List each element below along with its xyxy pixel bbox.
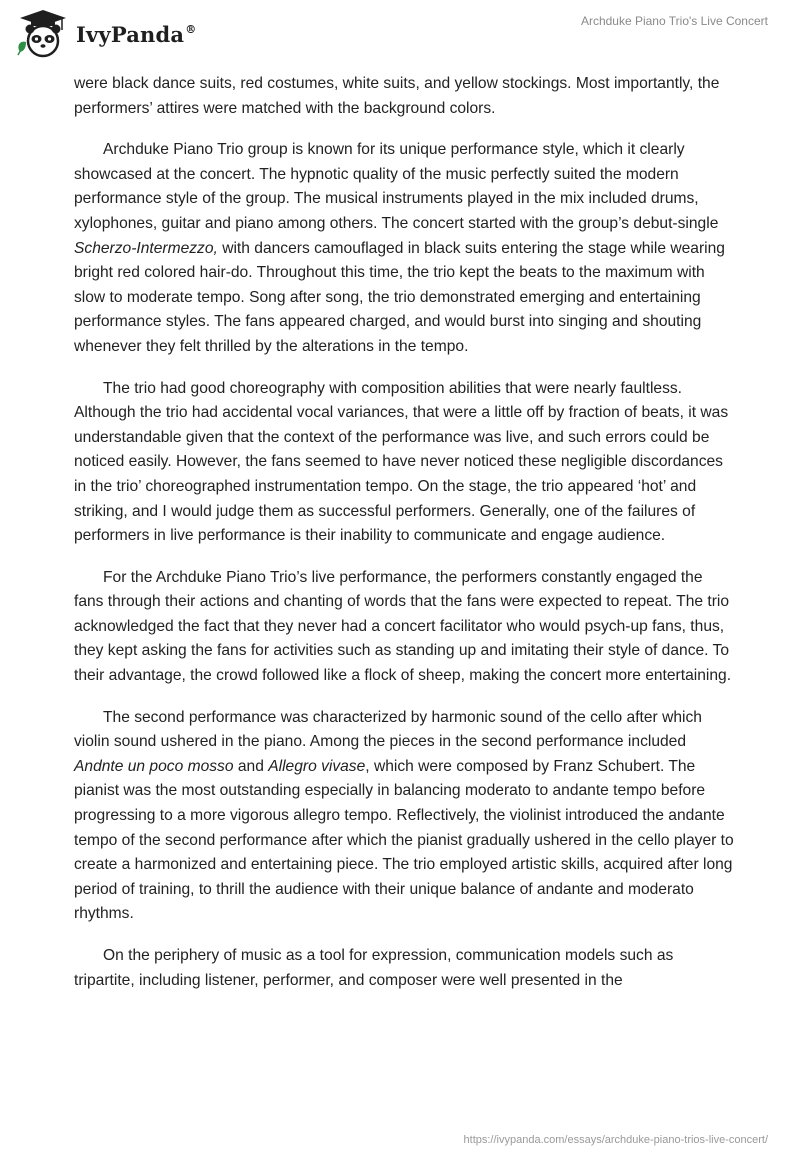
essay-paragraph — [74, 72, 734, 121]
essay-body — [74, 72, 734, 1010]
italic-title: Scherzo-Intermezzo, — [74, 239, 218, 257]
paragraph-text: The trio had good choreography with composition abilities that were nearly faultless. Although the trio had accidental vocal variances, that were a little off by fraction of beats, it was understandable given that the context of the performance was live, and such errors could be noticed easily. However, the fans seemed to have never noticed these negligible discordances in the trio’ choreographed instrumentation tempo. On the stage, the trio appeared ‘hot’ and striking, and I would judge them as successful performers. Generally, one of the failures of performers in live performance is their inability to communicate and engage audience. — [74, 379, 729, 545]
paragraph-text: , which were composed by Franz Schubert. The pianist was the most outstanding especially in balancing moderato to andante tempo before progressing to a more vigorous allegro tempo. Reflectively, the violinist introduced the andante tempo of the second performance after which the pianist gradually ushered in the cello player to create a harmonized and entertaining piece. The trio employed artistic skills, acquired after long period of training, to thrill the audience with their unique balance of andante and moderato rhythms. — [74, 757, 734, 923]
brand-name: IvyPanda® — [76, 21, 197, 47]
paragraph-text: and — [233, 757, 269, 775]
essay-paragraph — [74, 706, 734, 927]
paragraph-text: were black dance suits, red costumes, white suits, and yellow stockings. Most importantly, the performers’ attires were matched with the background colors. — [74, 75, 720, 117]
page-header — [0, 0, 800, 70]
italic-title: Andnte un poco mosso — [74, 757, 234, 775]
essay-paragraph — [74, 566, 734, 689]
paragraph-text: Archduke Piano Trio group is known for its unique performance style, which it clearly showcased at the concert. The hypnotic quality of the music perfectly suited the modern performance style of the group. The musical instruments played in the mix included drums, xylophones, guitar and piano among others. The concert started with the group’s debut-single — [74, 141, 719, 232]
paragraph-text: with dancers camouflaged in black suits entering the stage while wearing bright red colored hair-do. Throughout this time, the trio kept the beats to the maximum with slow to moderate tempo. Song after song, the trio demonstrated emerging and entertaining performance styles. The fans appeared charged, and would burst into singing and shouting whenever they felt thrilled by the alterations in the tempo. — [74, 239, 725, 355]
document-title: Archduke Piano Trio's Live Concert — [580, 14, 768, 28]
paragraph-text: For the Archduke Piano Trio’s live performance, the performers constantly engaged the fans through their actions and chanting of words that the fans were expected to repeat. The trio acknowledged the fact that they never had a concert facilitator who would psych-up fans, thus, they kept asking the fans for activities such as standing up and imitating their style of dance. To their advantage, the crowd followed like a flock of sheep, making the concert more entertaining. — [74, 568, 732, 685]
brand-logo-link[interactable] — [14, 8, 196, 60]
italic-title: Allegro vivase — [268, 757, 366, 775]
paragraph-text: The second performance was characterized by harmonic sound of the cello after which violin sound ushered in the piano. Among the pieces in the second performance included — [74, 708, 702, 751]
source-url[interactable]: https://ivypanda.com/essays/archduke-piano-trios-live-concert/ — [463, 1134, 768, 1146]
essay-paragraph — [74, 944, 734, 993]
panda-logo-icon — [14, 8, 72, 60]
paragraph-text: On the periphery of music as a tool for expression, communication models such as tripartite, including listener, performer, and composer were well presented in the — [74, 947, 674, 989]
essay-paragraph — [74, 138, 734, 359]
essay-paragraph — [74, 377, 734, 549]
